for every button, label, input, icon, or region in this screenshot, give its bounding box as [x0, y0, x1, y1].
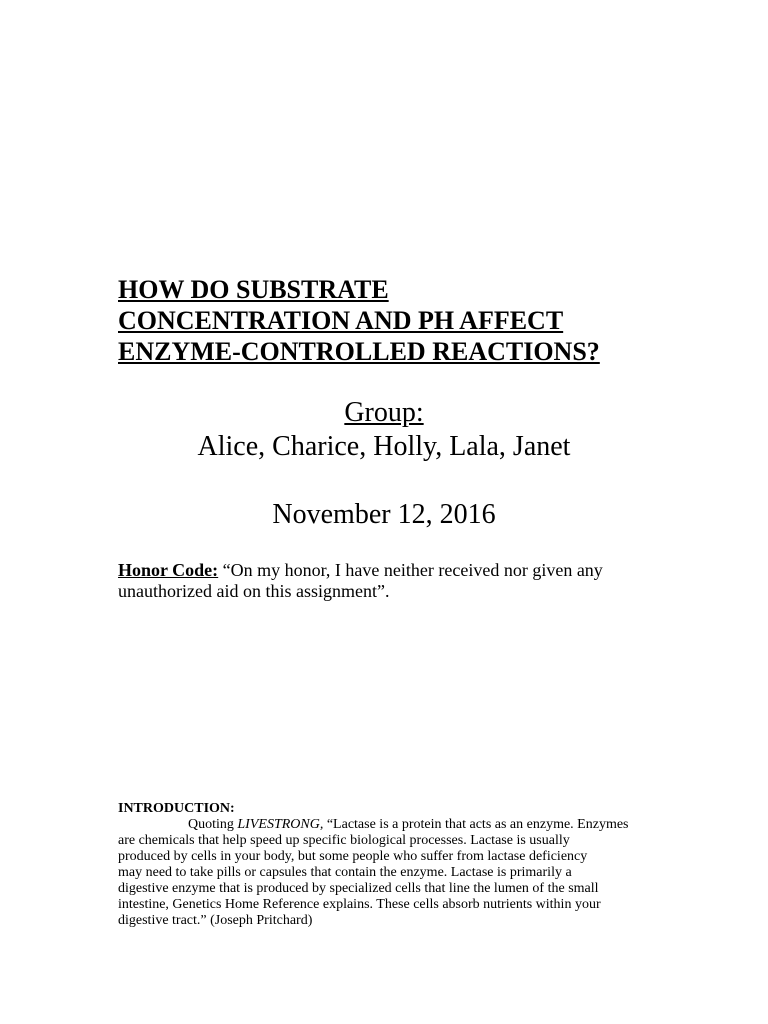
quote-source: LIVESTRONG, [237, 817, 324, 832]
honor-code [118, 560, 658, 602]
quoting-text: Quoting [188, 817, 238, 832]
honor-code-text-line: unauthorized aid on this assignment”. [118, 581, 390, 601]
introduction-line: produced by cells in your body, but some people who suffer from lactase deficiency [118, 849, 588, 864]
honor-code-label: Honor Code: [118, 560, 219, 580]
document-date: November 12, 2016 [272, 499, 496, 530]
title-line: HOW DO SUBSTRATE [118, 275, 389, 304]
introduction-line: intestine, Genetics Home Reference explains. These cells absorb nutrients within your [118, 897, 601, 912]
group-members: Alice, Charice, Holly, Lala, Janet [197, 431, 571, 462]
introduction-heading: INTRODUCTION: [118, 801, 235, 816]
introduction-line: digestive enzyme that is produced by specialized cells that line the lumen of the small [118, 881, 599, 896]
introduction-line: may need to take pills or capsules that contain the enzyme. Lactase is primarily a [118, 865, 572, 880]
document-title [118, 274, 678, 367]
title-line: ENZYME-CONTROLLED REACTIONS? [118, 337, 600, 366]
honor-code-text-line: “On my honor, I have neither received nor given any [222, 560, 603, 580]
group-heading: Group: [344, 397, 424, 428]
introduction-body [118, 817, 656, 929]
quote-text: “Lactase is a protein that acts as an enzyme. Enzymes [323, 817, 629, 832]
title-line: CONCENTRATION AND PH AFFECT [118, 306, 564, 335]
introduction-line: are chemicals that help speed up specific biological processes. Lactase is usually [118, 833, 570, 848]
introduction-line [118, 817, 656, 833]
introduction-line: digestive tract.” (Joseph Pritchard) [118, 913, 313, 928]
